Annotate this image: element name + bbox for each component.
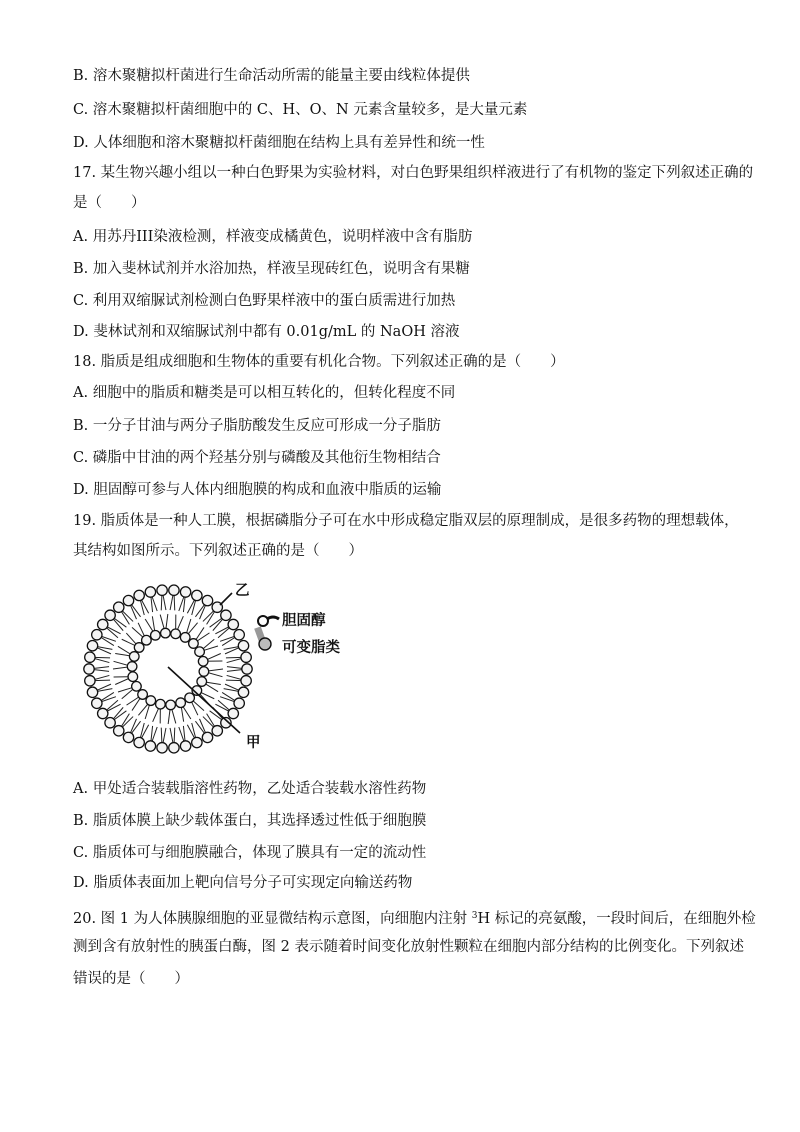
q19-stem-line-2: 其结构如图所示。下列叙述正确的是（ ）	[73, 543, 363, 559]
q20-stem-1-post: H 标记的亮氨酸，一段时间后，在细胞外检	[477, 911, 756, 927]
phospholipid-head	[199, 667, 209, 677]
phospholipid-head	[180, 633, 190, 643]
q18-option-a: A. 细胞中的脂质和糖类是可以相互转化的，但转化程度不同	[73, 385, 456, 401]
phospholipid-head	[192, 737, 202, 747]
phospholipid-head	[145, 741, 155, 751]
phospholipid-head	[195, 647, 205, 657]
phospholipid-head	[185, 693, 195, 703]
q17-option-a: A. 用苏丹III染液检测，样液变成橘黄色，说明样液中含有脂肪	[73, 229, 473, 245]
q18-option-d: D. 胆固醇可参与人体内细胞膜的构成和血液中脂质的运输	[73, 482, 442, 498]
phospholipid-head	[128, 672, 138, 682]
phospholipid-head	[129, 652, 139, 662]
phospholipid-head	[84, 664, 94, 674]
phospholipid-head	[123, 595, 133, 605]
phospholipid-head	[146, 696, 156, 706]
legend-variable-lipid-label: 可变脂类	[282, 639, 340, 656]
phospholipid-head	[157, 585, 167, 595]
phospholipid-head	[123, 732, 133, 742]
phospholipid-head	[202, 595, 212, 605]
phospholipid-head	[198, 656, 208, 666]
phospholipid-head	[242, 664, 252, 674]
phospholipid-head	[234, 698, 244, 708]
phospholipid-head	[105, 718, 115, 728]
phospholipid-head	[180, 587, 190, 597]
phospholipid-head	[192, 590, 202, 600]
q19-option-b: B. 脂质体膜上缺少载体蛋白，其选择透过性低于细胞膜	[73, 813, 427, 829]
phospholipid-head	[156, 699, 166, 709]
phospholipid-head	[92, 630, 102, 640]
q17-option-d: D. 斐林试剂和双缩脲试剂中都有 0.01g/mL 的 NaOH 溶液	[73, 324, 460, 340]
phospholipid-head	[212, 726, 222, 736]
phospholipid-head	[176, 698, 186, 708]
q20-stem-1-pre: 20. 图 1 为人体胰腺细胞的亚显微结构示意图，向细胞内注射	[73, 911, 472, 927]
q17-stem-line-1: 17. 某生物兴趣小组以一种白色野果为实验材料，对白色野果组织样液进行了有机物的鉴定下列叙述正确的	[73, 165, 754, 181]
phospholipid-head	[145, 587, 155, 597]
q17-option-c: C. 利用双缩脲试剂检测白色野果样液中的蛋白质需进行加热	[73, 293, 456, 309]
variable-lipid-icon	[254, 626, 271, 650]
phospholipid-head	[114, 602, 124, 612]
q16-option-c: C. 溶木聚糖拟杆菌细胞中的 C、H、O、N 元素含量较多，是大量元素	[73, 102, 528, 118]
phospholipid-head	[241, 652, 251, 662]
legend-cholesterol-label: 胆固醇	[282, 612, 326, 629]
phospholipid-head	[134, 590, 144, 600]
q19-option-c: C. 脂质体可与细胞膜融合，体现了膜具有一定的流动性	[73, 845, 427, 861]
phospholipid-head	[241, 676, 251, 686]
phospholipid-head	[127, 662, 137, 672]
phospholipid-head	[221, 610, 231, 620]
phospholipid-head	[87, 641, 97, 651]
phospholipid-head	[151, 630, 161, 640]
phospholipid-head	[238, 687, 248, 697]
q19-option-a: A. 甲处适合装载脂溶性药物，乙处适合装载水溶性药物	[73, 781, 427, 797]
phospholipid-head	[142, 635, 152, 645]
phospholipid-head	[85, 652, 95, 662]
phospholipid-head	[180, 741, 190, 751]
q16-option-b: B. 溶木聚糖拟杆菌进行生命活动所需的能量主要由线粒体提供	[73, 68, 470, 84]
phospholipid-head	[138, 690, 148, 700]
phospholipid-head	[87, 687, 97, 697]
phospholipid-head	[161, 628, 171, 638]
q16-option-d: D. 人体细胞和溶木聚糖拟杆菌细胞在结构上具有差异性和统一性	[73, 135, 485, 151]
label-yi: 乙	[235, 582, 250, 599]
phospholipid-head	[234, 630, 244, 640]
q19-option-d: D. 脂质体表面加上靶向信号分子可实现定向输送药物	[73, 875, 413, 891]
q18-option-b: B. 一分子甘油与两分子脂肪酸发生反应可形成一分子脂肪	[73, 418, 441, 434]
q20-stem-line-2: 测到含有放射性的胰蛋白酶，图 2 表示随着时间变化放射性颗粒在细胞内部分结构的比例变化。下列叙述	[73, 939, 744, 955]
phospholipid-head	[85, 676, 95, 686]
phospholipid-head	[171, 629, 181, 639]
phospholipid-head	[134, 737, 144, 747]
phospholipid-head	[166, 700, 176, 710]
phospholipid-head	[157, 743, 167, 753]
phospholipid-head	[92, 698, 102, 708]
phospholipid-head	[98, 619, 108, 629]
q17-option-b: B. 加入斐林试剂并水浴加热，样液呈现砖红色，说明含有果糖	[73, 261, 470, 277]
phospholipid-head	[169, 743, 179, 753]
cholesterol-icon	[258, 616, 279, 626]
q17-stem-line-2: 是（ ）	[73, 195, 146, 211]
isotope-mass-number: 3	[471, 911, 478, 921]
liposome-figure	[70, 583, 370, 763]
label-jia: 甲	[246, 734, 261, 751]
q20-stem-line-3: 错误的是（ ）	[73, 971, 189, 987]
phospholipid-head	[114, 726, 124, 736]
phospholipid-bilayer	[84, 585, 252, 753]
phospholipid-head	[132, 681, 142, 691]
phospholipid-head	[228, 708, 238, 718]
q19-stem-line-1: 19. 脂质体是一种人工膜，根据磷脂分子可在水中形成稳定脂双层的原理制成，是很多药物的理想载体，	[73, 513, 739, 529]
phospholipid-head	[228, 619, 238, 629]
q18-stem: 18. 脂质是组成细胞和生物体的重要有机化合物。下列叙述正确的是（ ）	[73, 354, 565, 370]
q18-option-c: C. 磷脂中甘油的两个羟基分别与磷酸及其他衍生物相结合	[73, 450, 441, 466]
phospholipid-head	[197, 677, 207, 687]
pointer-line-yi	[220, 593, 232, 605]
phospholipid-head	[98, 708, 108, 718]
phospholipid-head	[238, 641, 248, 651]
phospholipid-head	[202, 732, 212, 742]
phospholipid-head	[134, 643, 144, 653]
phospholipid-head	[189, 639, 199, 649]
phospholipid-head	[105, 610, 115, 620]
q20-stem-line-1	[73, 906, 756, 929]
phospholipid-head	[169, 585, 179, 595]
